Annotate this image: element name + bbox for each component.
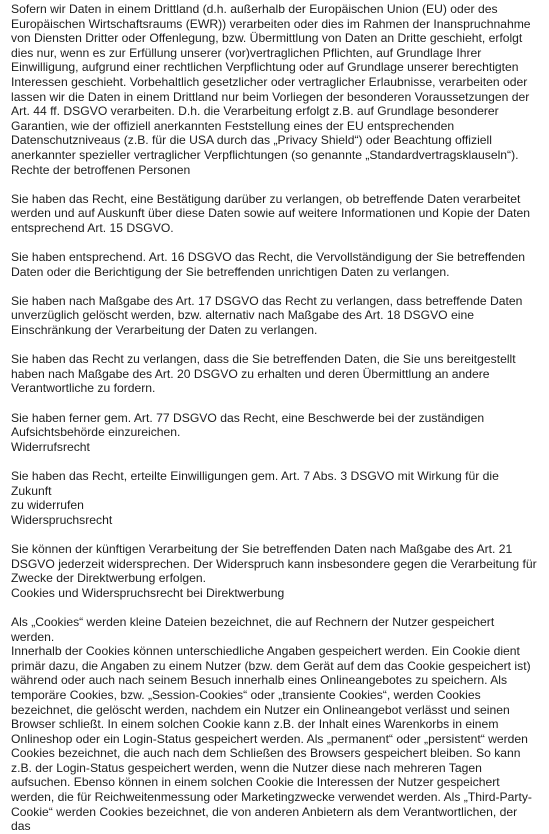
paragraph-third-country-transfer — [11, 2, 539, 177]
paragraph-text: Sie haben ferner gem. Art. 77 DSGVO das Recht, eine Beschwerde bei der zuständigen Aufsichtsbehörde einzureichen. — [11, 410, 485, 440]
heading-rights-of-data-subjects: Rechte der betroffenen Personen — [11, 162, 191, 177]
paragraph-text: Sofern wir Daten in einem Drittland (d.h. außerhalb der Europäischen Union (EU) oder des Europäischen Wirtschaftsraums (EWR)) verarbeiten oder dies im Rahmen der Inanspruchnahme von Diensten Dritter oder Offenlegung, bzw. Übermittlung von Daten an Dritte geschieht, erfolgt dies nur, wenn es zur Erfüllung unserer (vor)vertraglichen Pflichten, auf Grundlage Ihrer Einwilligung, aufgrund einer rechtlichen Verpflichtung oder auf Grundlage unserer berechtigten Interessen geschieht. Vorbehaltlich gesetzlicher oder vertraglicher Erlaubnisse, verarbeiten oder lassen wir die Daten in einem Drittland nur beim Vorliegen der besonderen Voraussetzungen der Art. 44 ff. DSGVO verarbeiten. D.h. die Verarbeitung erfolgt z.B. auf Grundlage besonderer Garantien, wie der offiziell anerkannten Feststellung eines der EU entsprechenden Datenschutzniveaus (z.B. für die USA durch das „Privacy Shield“) oder Beachtung offiziell anerkannter spezieller vertraglicher Verpflichtungen (so genannte „Standardvertragsklauseln“). — [11, 2, 531, 162]
heading-right-to-object: Widerspruchsrecht — [11, 512, 113, 527]
heading-right-of-withdrawal: Widerrufsrecht — [11, 439, 90, 454]
paragraph-withdrawal — [11, 469, 539, 527]
paragraph-objection — [11, 542, 539, 600]
paragraph-right-to-erasure: Sie haben nach Maßgabe des Art. 17 DSGVO das Recht zu verlangen, dass betreffende Daten unverzüglich gelöscht werden, bzw. alternativ nach Maßgabe des Art. 18 DSGVO eine Einschränkung der Verarbeitung der Daten zu verlangen. — [11, 293, 523, 338]
paragraph-cookies: Als „Cookies“ werden kleine Dateien bezeichnet, die auf Rechnern der Nutzer gespeichert werden. Innerhalb der Cookies können unterschiedliche Angaben gespeichert werden. Ein Cookie dient primär dazu, die Angaben zu einem Nutzer (bzw. dem Gerät auf dem das Cookie gespeichert ist) während oder auch nach seinem Besuch innerhalb eines Onlineangebotes zu speichern. Als temporäre Cookies, bzw. „Session-Cookies“ oder „transiente Cookies“, werden Cookies bezeichnet, die gelöscht werden, nachdem ein Nutzer ein Onlineangebot verlässt und seinen Browser schließt. In einem solchen Cookie kann z.B. der Inhalt eines Warenkorbs in einem Onlineshop oder ein Login-Status gespeichert werden. Als „permanent“ oder „persistent“ werden Cookies bezeichnet, die auch nach dem Schließen des Browsers gespeichert bleiben. So kann z.B. der Login-Status gespeichert werden, wenn die Nutzer diese nach mehreren Tagen aufsuchen. Ebenso können in einem solchen Cookie die Interessen der Nutzer gespeichert werden, die für Reichweitenmessung oder Marketingzwecke verwendet werden. Als „Third-Party- Cookie“ werden Cookies bezeichnet, die von anderen Anbietern als dem Verantwortlichen, der das — [11, 614, 532, 834]
heading-cookies: Cookies und Widerspruchsrecht bei Direktwerbung — [11, 585, 285, 600]
paragraph-right-to-complain — [11, 411, 539, 455]
paragraph-right-to-rectification: Sie haben entsprechend. Art. 16 DSGVO das Recht, die Vervollständigung der Sie betreffenden Daten oder die Berichtigung der Sie betreffenden unrichtigen Daten zu verlangen. — [11, 250, 526, 279]
paragraph-right-of-access: Sie haben das Recht, eine Bestätigung darüber zu verlangen, ob betreffende Daten verarbeitet werden und auf Auskunft über diese Daten sowie auf weitere Informationen und Kopie der Daten entsprechend Art. 15 DSGVO. — [11, 191, 531, 235]
privacy-policy-text — [11, 2, 539, 834]
paragraph-text: Sie können der künftigen Verarbeitung der Sie betreffenden Daten nach Maßgabe des Art. 21 DSGVO jederzeit widersprechen. Der Widerspruch kann insbesondere gegen die Verarbeitung für Zwecke der Direktwerbung erfolgen. — [11, 541, 537, 586]
paragraph-text: Sie haben das Recht, erteilte Einwilligungen gem. Art. 7 Abs. 3 DSGVO mit Wirkung für die Zukunft zu widerrufen — [11, 469, 499, 513]
paragraph-data-portability: Sie haben das Recht zu verlangen, dass die Sie betreffenden Daten, die Sie uns bereitgestellt haben nach Maßgabe des Art. 20 DSGVO zu erhalten und deren Übermittlung an andere Verantwortliche zu fordern. — [11, 352, 516, 396]
